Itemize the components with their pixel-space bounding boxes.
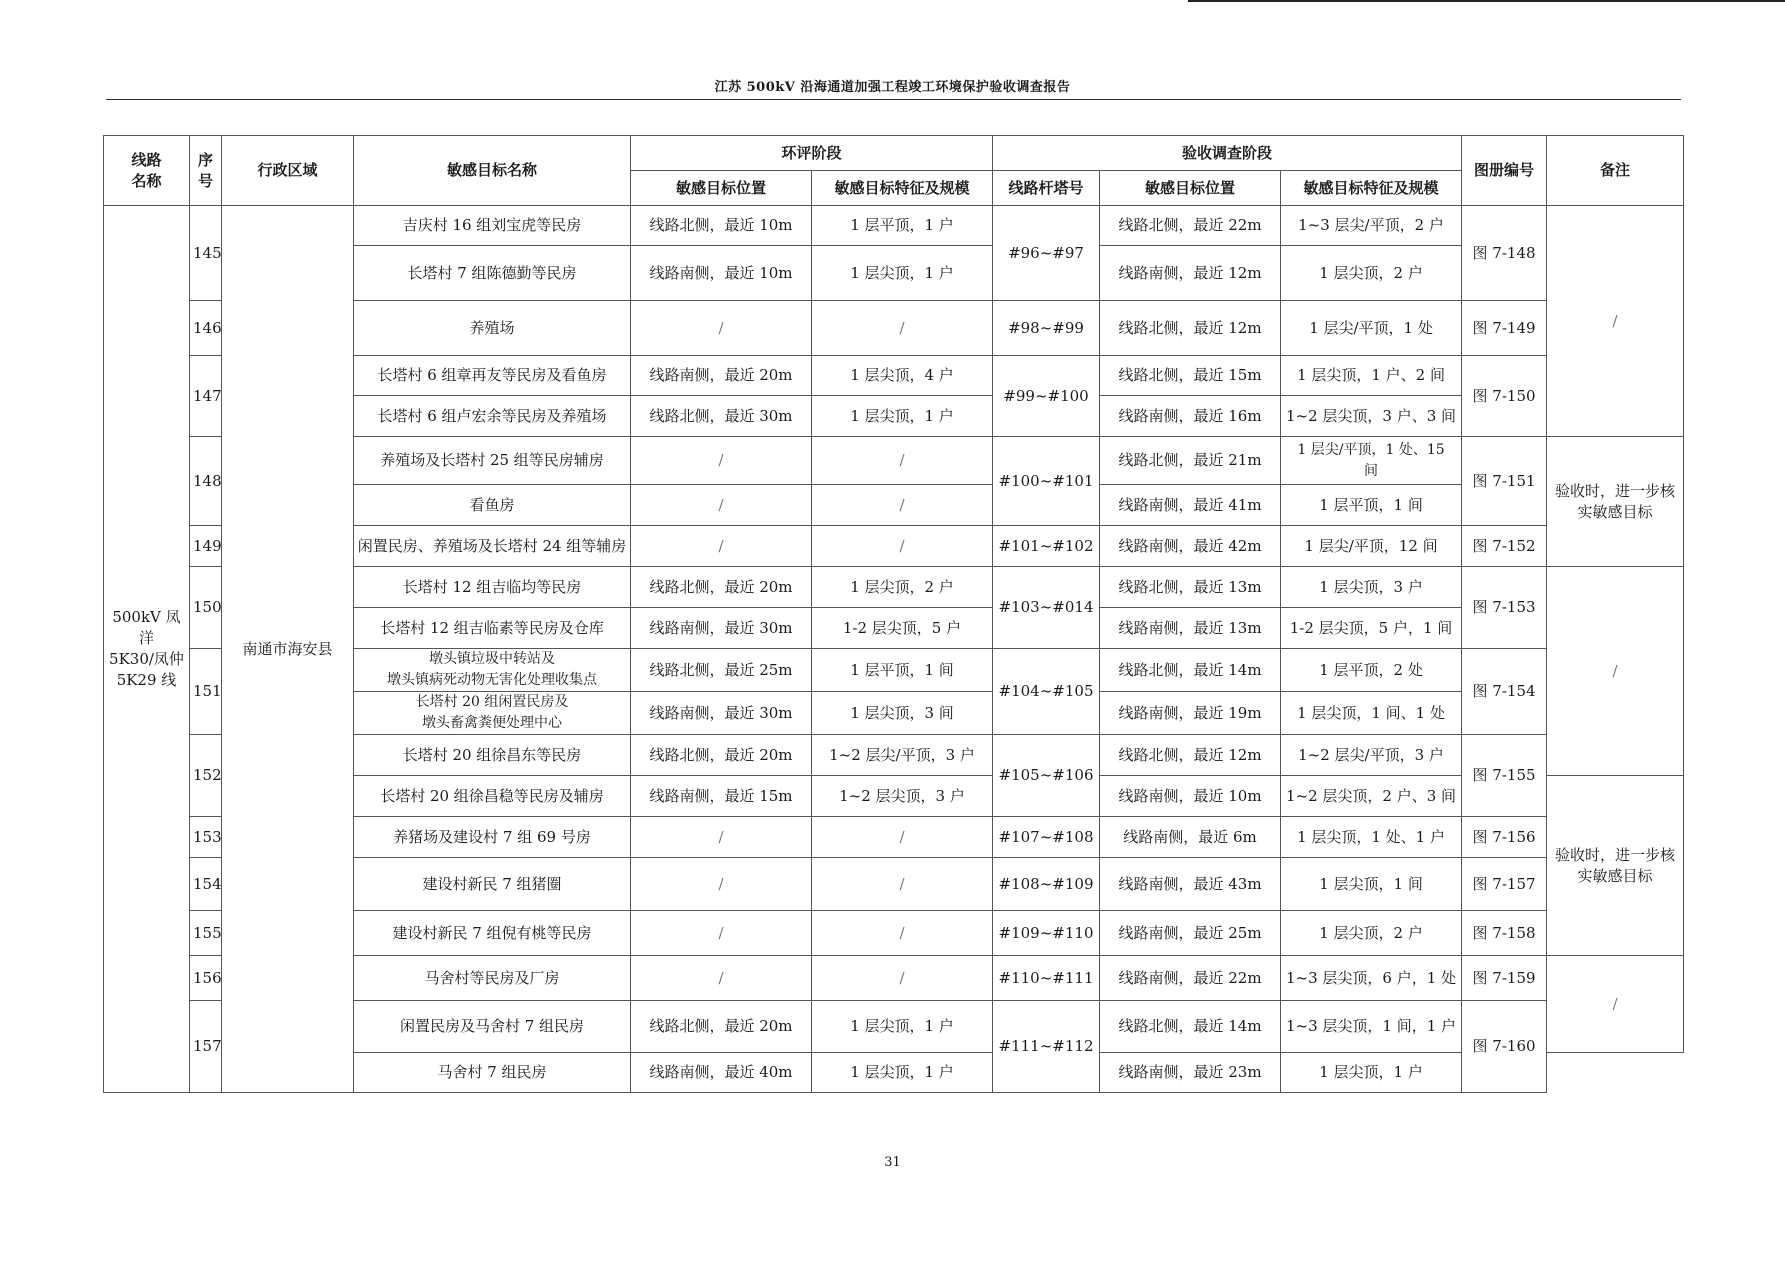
target-name-cell: 长塔村 7 组陈德勤等民房: [354, 246, 631, 301]
header-line-name: 线路 名称: [104, 136, 190, 206]
survey-feature-cell: 1~3 层尖/平顶，2 户: [1281, 206, 1462, 246]
remark-cell: /: [1547, 567, 1684, 776]
survey-position-cell: 线路北侧，最近 12m: [1100, 735, 1281, 776]
target-name-cell: 建设村新民 7 组猪圈: [354, 858, 631, 911]
eia-feature-cell: /: [812, 485, 993, 526]
eia-position-cell: 线路北侧，最近 20m: [631, 735, 812, 776]
eia-feature-cell: 1-2 层尖顶，5 户: [812, 608, 993, 649]
table-header: [104, 136, 1684, 206]
eia-position-cell: /: [631, 485, 812, 526]
header-eia-position: 敏感目标位置: [631, 171, 812, 206]
sensitive-targets-table: [103, 135, 1684, 1093]
eia-feature-cell: /: [812, 858, 993, 911]
eia-feature-cell: 1 层尖顶，1 户: [812, 246, 993, 301]
tower-no-cell: #98~#99: [993, 301, 1100, 356]
survey-position-cell: 线路南侧，最近 6m: [1100, 817, 1281, 858]
target-name-cell: 长塔村 20 组徐昌东等民房: [354, 735, 631, 776]
seq-cell: 147: [190, 356, 222, 437]
remark-cell: 验收时，进一步核 实敏感目标: [1547, 776, 1684, 956]
header-figure-no: 图册编号: [1462, 136, 1547, 206]
eia-position-cell: 线路南侧，最近 30m: [631, 692, 812, 735]
survey-feature-cell: 1 层尖顶，1 间、1 处: [1281, 692, 1462, 735]
figure-no-cell: 图 7-152: [1462, 526, 1547, 567]
target-name-cell: 马舍村等民房及厂房: [354, 956, 631, 1001]
top-edge-line: [1188, 0, 1785, 2]
survey-feature-cell: 1~2 层尖顶，3 户、3 间: [1281, 396, 1462, 437]
figure-no-cell: 图 7-151: [1462, 437, 1547, 526]
survey-feature-cell: 1 层尖顶，1 间: [1281, 858, 1462, 911]
seq-cell: 151: [190, 649, 222, 735]
eia-position-cell: 线路北侧，最近 20m: [631, 567, 812, 608]
figure-no-cell: 图 7-148: [1462, 206, 1547, 301]
target-name-cell: 看鱼房: [354, 485, 631, 526]
seq-cell: 146: [190, 301, 222, 356]
header-remark: 备注: [1547, 136, 1684, 206]
eia-feature-cell: 1 层尖顶，1 户: [812, 1053, 993, 1093]
eia-feature-cell: 1 层平顶，1 户: [812, 206, 993, 246]
eia-position-cell: /: [631, 956, 812, 1001]
survey-position-cell: 线路南侧，最近 12m: [1100, 246, 1281, 301]
figure-no-cell: 图 7-159: [1462, 956, 1547, 1001]
survey-position-cell: 线路北侧，最近 14m: [1100, 649, 1281, 692]
tower-no-cell: #111~#112: [993, 1001, 1100, 1093]
seq-cell: 148: [190, 437, 222, 526]
target-name-cell: 养猪场及建设村 7 组 69 号房: [354, 817, 631, 858]
seq-cell: 155: [190, 911, 222, 956]
target-name-cell: 长塔村 6 组章再友等民房及看鱼房: [354, 356, 631, 396]
figure-no-cell: 图 7-154: [1462, 649, 1547, 735]
eia-position-cell: 线路南侧，最近 15m: [631, 776, 812, 817]
eia-position-cell: 线路南侧，最近 30m: [631, 608, 812, 649]
eia-position-cell: 线路南侧，最近 20m: [631, 356, 812, 396]
target-name-cell: 长塔村 12 组吉临素等民房及仓库: [354, 608, 631, 649]
eia-position-cell: /: [631, 301, 812, 356]
header-eia-feature: 敏感目标特征及规模: [812, 171, 993, 206]
eia-feature-cell: 1~2 层尖/平顶，3 户: [812, 735, 993, 776]
survey-feature-cell: 1~3 层尖顶，1 间，1 户: [1281, 1001, 1462, 1053]
seq-cell: 157: [190, 1001, 222, 1093]
seq-cell: 153: [190, 817, 222, 858]
figure-no-cell: 图 7-155: [1462, 735, 1547, 817]
eia-feature-cell: 1 层尖顶，4 户: [812, 356, 993, 396]
tower-no-cell: #110~#111: [993, 956, 1100, 1001]
tower-no-cell: #101~#102: [993, 526, 1100, 567]
target-name-cell: 马舍村 7 组民房: [354, 1053, 631, 1093]
survey-feature-cell: 1 层平顶，1 间: [1281, 485, 1462, 526]
survey-position-cell: 线路北侧，最近 22m: [1100, 206, 1281, 246]
survey-feature-cell: 1~2 层尖顶，2 户、3 间: [1281, 776, 1462, 817]
tower-no-cell: #109~#110: [993, 911, 1100, 956]
tower-no-cell: #107~#108: [993, 817, 1100, 858]
header-region: 行政区域: [222, 136, 354, 206]
eia-position-cell: 线路南侧，最近 40m: [631, 1053, 812, 1093]
region-cell: 南通市海安县: [222, 206, 354, 1093]
survey-feature-cell: 1-2 层尖顶，5 户，1 间: [1281, 608, 1462, 649]
target-name-cell: 闲置民房、养殖场及长塔村 24 组等辅房: [354, 526, 631, 567]
header-survey-position: 敏感目标位置: [1100, 171, 1281, 206]
figure-no-cell: 图 7-150: [1462, 356, 1547, 437]
eia-position-cell: 线路北侧，最近 20m: [631, 1001, 812, 1053]
header-survey-feature: 敏感目标特征及规模: [1281, 171, 1462, 206]
survey-position-cell: 线路南侧，最近 42m: [1100, 526, 1281, 567]
tower-no-cell: #99~#100: [993, 356, 1100, 437]
survey-feature-cell: 1 层尖/平顶，1 处: [1281, 301, 1462, 356]
tower-no-cell: #105~#106: [993, 735, 1100, 817]
survey-position-cell: 线路北侧，最近 14m: [1100, 1001, 1281, 1053]
eia-position-cell: /: [631, 911, 812, 956]
target-name-cell: 养殖场: [354, 301, 631, 356]
eia-feature-cell: 1 层平顶，1 间: [812, 649, 993, 692]
survey-position-cell: 线路南侧，最近 22m: [1100, 956, 1281, 1001]
survey-feature-cell: 1~2 层尖/平顶，3 户: [1281, 735, 1462, 776]
eia-feature-cell: 1 层尖顶，1 户: [812, 396, 993, 437]
survey-feature-cell: 1~3 层尖顶，6 户，1 处: [1281, 956, 1462, 1001]
survey-position-cell: 线路南侧，最近 19m: [1100, 692, 1281, 735]
eia-feature-cell: 1~2 层尖顶，3 户: [812, 776, 993, 817]
tower-no-cell: #96~#97: [993, 206, 1100, 301]
eia-position-cell: 线路南侧，最近 10m: [631, 246, 812, 301]
line-name-cell: 500kV 凤洋 5K30/凤仲 5K29 线: [104, 206, 190, 1093]
eia-feature-cell: 1 层尖顶，3 间: [812, 692, 993, 735]
eia-position-cell: 线路北侧，最近 30m: [631, 396, 812, 437]
tower-no-cell: #100~#101: [993, 437, 1100, 526]
eia-feature-cell: /: [812, 911, 993, 956]
survey-feature-cell: 1 层尖顶，2 户: [1281, 911, 1462, 956]
header-survey-stage: 验收调查阶段: [993, 136, 1462, 171]
figure-no-cell: 图 7-158: [1462, 911, 1547, 956]
survey-feature-cell: 1 层尖顶，1 户、2 间: [1281, 356, 1462, 396]
survey-position-cell: 线路北侧，最近 21m: [1100, 437, 1281, 485]
header-tower-no: 线路杆塔号: [993, 171, 1100, 206]
survey-position-cell: 线路南侧，最近 23m: [1100, 1053, 1281, 1093]
survey-feature-cell: 1 层尖/平顶，1 处、15 间: [1281, 437, 1462, 485]
seq-cell: 150: [190, 567, 222, 649]
figure-no-cell: 图 7-153: [1462, 567, 1547, 649]
survey-feature-cell: 1 层尖顶，1 处、1 户: [1281, 817, 1462, 858]
target-name-cell: 长塔村 12 组吉临均等民房: [354, 567, 631, 608]
survey-position-cell: 线路南侧，最近 43m: [1100, 858, 1281, 911]
eia-feature-cell: /: [812, 956, 993, 1001]
survey-position-cell: 线路北侧，最近 12m: [1100, 301, 1281, 356]
figure-no-cell: 图 7-157: [1462, 858, 1547, 911]
target-name-cell: 长塔村 6 组卢宏余等民房及养殖场: [354, 396, 631, 437]
page-number: 31: [884, 1155, 901, 1170]
header-eia-stage: 环评阶段: [631, 136, 993, 171]
target-name-cell: 闲置民房及马舍村 7 组民房: [354, 1001, 631, 1053]
target-name-cell: 养殖场及长塔村 25 组等民房辅房: [354, 437, 631, 485]
target-name-cell: 吉庆村 16 组刘宝虎等民房: [354, 206, 631, 246]
survey-position-cell: 线路南侧，最近 13m: [1100, 608, 1281, 649]
seq-cell: 152: [190, 735, 222, 817]
eia-feature-cell: /: [812, 437, 993, 485]
eia-position-cell: 线路北侧，最近 25m: [631, 649, 812, 692]
remark-cell: /: [1547, 206, 1684, 437]
header-target-name: 敏感目标名称: [354, 136, 631, 206]
survey-feature-cell: 1 层尖顶，3 户: [1281, 567, 1462, 608]
seq-cell: 156: [190, 956, 222, 1001]
survey-feature-cell: 1 层尖顶，1 户: [1281, 1053, 1462, 1093]
survey-feature-cell: 1 层尖顶，2 户: [1281, 246, 1462, 301]
target-name-cell: 墩头镇垃圾中转站及 墩头镇病死动物无害化处理收集点: [354, 649, 631, 692]
figure-no-cell: 图 7-149: [1462, 301, 1547, 356]
eia-feature-cell: /: [812, 526, 993, 567]
seq-cell: 145: [190, 206, 222, 301]
seq-cell: 149: [190, 526, 222, 567]
survey-feature-cell: 1 层平顶，2 处: [1281, 649, 1462, 692]
survey-position-cell: 线路南侧，最近 25m: [1100, 911, 1281, 956]
eia-feature-cell: /: [812, 301, 993, 356]
survey-position-cell: 线路南侧，最近 41m: [1100, 485, 1281, 526]
target-name-cell: 建设村新民 7 组倪有桃等民房: [354, 911, 631, 956]
eia-feature-cell: 1 层尖顶，1 户: [812, 1001, 993, 1053]
remark-cell: 验收时，进一步核 实敏感目标: [1547, 437, 1684, 567]
tower-no-cell: #108~#109: [993, 858, 1100, 911]
eia-position-cell: /: [631, 526, 812, 567]
eia-position-cell: /: [631, 817, 812, 858]
report-header-title: 江苏 500kV 沿海通道加强工程竣工环境保护验收调查报告: [714, 80, 1071, 95]
survey-position-cell: 线路北侧，最近 15m: [1100, 356, 1281, 396]
tower-no-cell: #103~#014: [993, 567, 1100, 649]
eia-position-cell: 线路北侧，最近 10m: [631, 206, 812, 246]
eia-position-cell: /: [631, 858, 812, 911]
tower-no-cell: #104~#105: [993, 649, 1100, 735]
target-name-cell: 长塔村 20 组闲置民房及 墩头畜禽粪便处理中心: [354, 692, 631, 735]
table-row: [104, 206, 1684, 246]
survey-position-cell: 线路北侧，最近 13m: [1100, 567, 1281, 608]
header-rule: [106, 99, 1681, 100]
figure-no-cell: 图 7-156: [1462, 817, 1547, 858]
header-seq: 序 号: [190, 136, 222, 206]
survey-position-cell: 线路南侧，最近 10m: [1100, 776, 1281, 817]
table-body: [104, 206, 1684, 1093]
remark-cell: /: [1547, 956, 1684, 1053]
eia-feature-cell: /: [812, 817, 993, 858]
survey-feature-cell: 1 层尖/平顶，12 间: [1281, 526, 1462, 567]
eia-position-cell: /: [631, 437, 812, 485]
survey-position-cell: 线路南侧，最近 16m: [1100, 396, 1281, 437]
eia-feature-cell: 1 层尖顶，2 户: [812, 567, 993, 608]
target-name-cell: 长塔村 20 组徐昌稳等民房及辅房: [354, 776, 631, 817]
figure-no-cell: 图 7-160: [1462, 1001, 1547, 1093]
seq-cell: 154: [190, 858, 222, 911]
